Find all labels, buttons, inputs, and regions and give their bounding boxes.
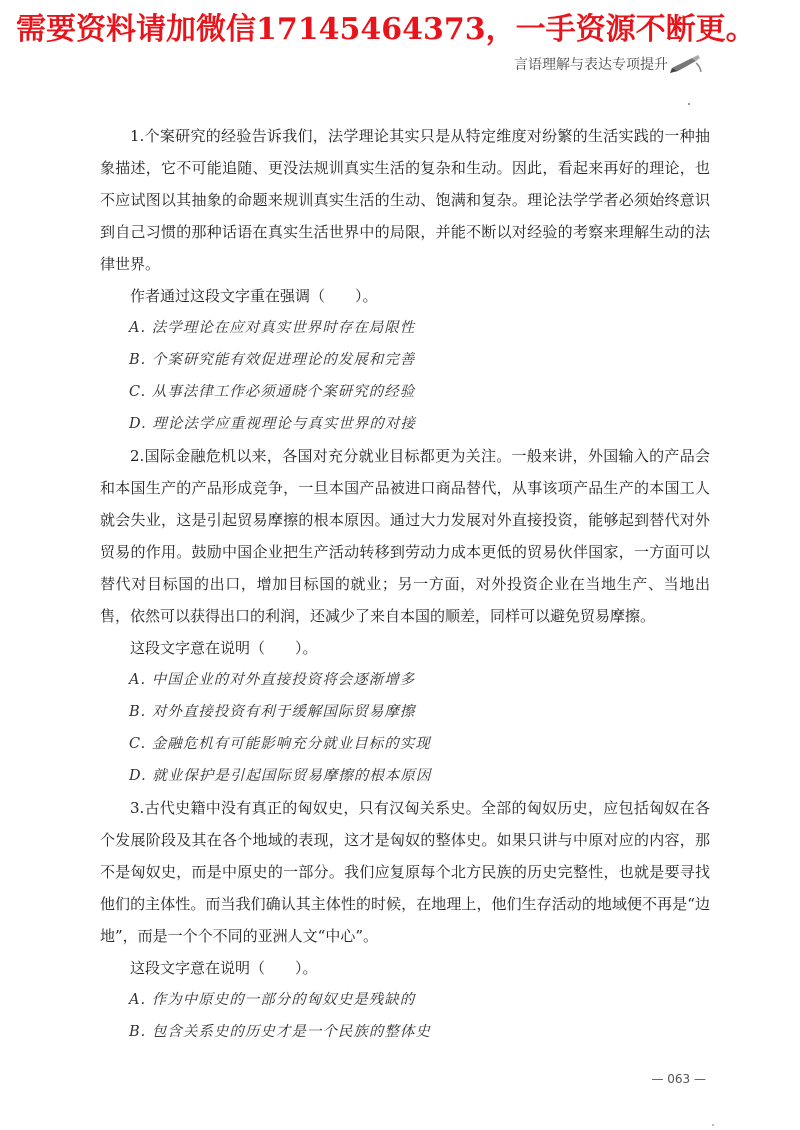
question-1-prompt: 作者通过这段文字重在强调（ ）。	[130, 287, 378, 305]
question-1-option-a: A. 法学理论在应对真实世界时存在局限性	[129, 320, 416, 336]
question-2	[100, 440, 710, 792]
page-number: — 063 —	[651, 1072, 706, 1086]
header-dot	[688, 103, 690, 105]
question-3-option-a: A. 作为中原史的一部分的匈奴史是残缺的	[129, 992, 416, 1008]
corner-dot	[712, 1124, 714, 1126]
question-content	[100, 120, 710, 1048]
question-2-paragraph: 2.国际金融危机以来，各国对充分就业目标都更为关注。一般来讲，外国输入的产品会和本国生产的产品形成竞争，一旦本国产品被进口商品替代，从事该项产品生产的本国工人就会失业，这是引起贸易摩擦的根本原因。通过大力发展对外直接投资，能够起到替代对外贸易的作用。鼓励中国企业把生产活动转移到劳动力成本更低的贸易伙伴国家，一方面可以替代对目标国的出口，增加目标国的就业；另一方面，对外投资企业在当地生产、当地出售，依然可以获得出口的利润，还减少了来自本国的顺差，同样可以避免贸易摩擦。	[100, 447, 710, 625]
question-2-option-a: A. 中国企业的对外直接投资将会逐渐增多	[129, 672, 416, 688]
question-3	[100, 792, 710, 1048]
question-3-prompt: 这段文字意在说明（ ）。	[130, 959, 318, 977]
question-2-option-d: D. 就业保护是引起国际贸易摩擦的根本原因	[129, 768, 432, 784]
question-3-option-b: B. 包含关系史的历史才是一个民族的整体史	[129, 1024, 431, 1040]
question-1-paragraph: 1.个案研究的经验告诉我们，法学理论其实只是从特定维度对纷繁的生活实践的一种抽象描述，它不可能追随、更没法规训真实生活的复杂和生动。因此，看起来再好的理论，也不应试图以其抽象的命题来规训真实生活的生动、饱满和复杂。理论法学学者必须始终意识到自己习惯的那种话语在真实生活世界中的局限，并能不断以对经验的考察来理解生动的法律世界。	[100, 127, 710, 273]
question-2-option-b: B. 对外直接投资有利于缓解国际贸易摩擦	[129, 704, 416, 720]
pen-icon	[670, 52, 702, 74]
question-1-option-c: C. 从事法律工作必须通晓个案研究的经验	[129, 384, 416, 400]
question-1-option-d: D. 理论法学应重视理论与真实世界的对接	[129, 416, 416, 432]
header-title: 言语理解与表达专项提升	[514, 57, 668, 73]
question-3-paragraph: 3.古代史籍中没有真正的匈奴史，只有汉匈关系史。全部的匈奴历史，应包括匈奴在各个发展阶段及其在各个地域的表现，这才是匈奴的整体史。如果只讲与中原对应的内容，那不是匈奴史，而是中原史的一部分。我们应复原每个北方民族的历史完整性，也就是要寻找他们的主体性。而当我们确认其主体性的时候，在地理上，他们生存活动的地域便不再是“边地”，而是一个个不同的亚洲人文“中心”。	[100, 799, 710, 945]
watermark-banner: 需要资料请加微信17145464373，一手资源不断更。	[16, 12, 756, 47]
question-1-option-b: B. 个案研究能有效促进理论的发展和完善	[129, 352, 416, 368]
question-2-prompt: 这段文字意在说明（ ）。	[130, 639, 318, 657]
question-2-option-c: C. 金融危机有可能影响充分就业目标的实现	[129, 736, 431, 752]
question-1	[100, 120, 710, 440]
